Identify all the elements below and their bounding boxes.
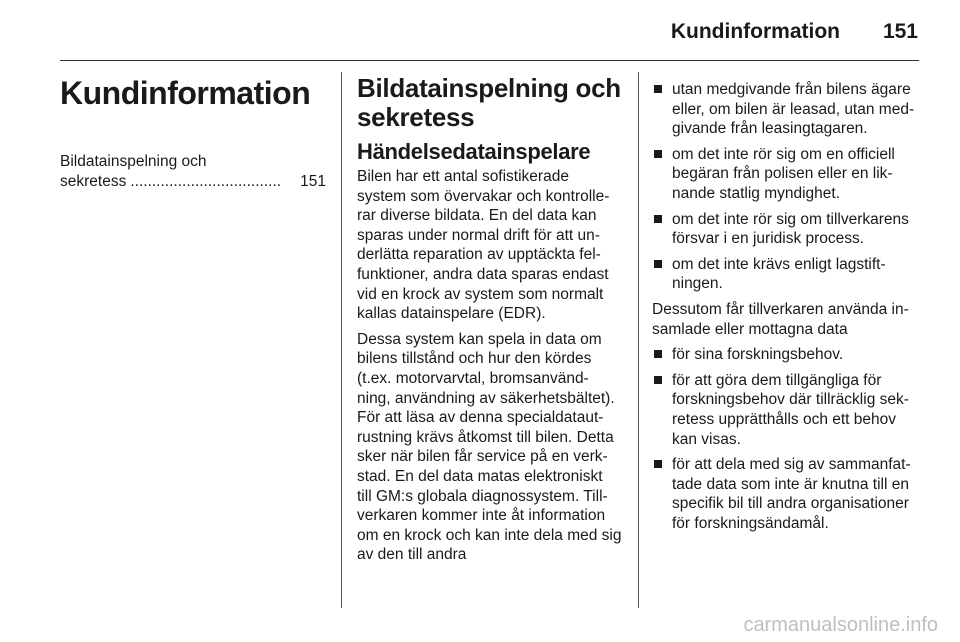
- list-item: [652, 455, 922, 533]
- main-column: [357, 70, 622, 571]
- bullet-list: [652, 345, 922, 533]
- toc-entry-line2: [60, 172, 326, 192]
- list-item-text: om det inte krävs enligt lagstift- ningen.: [672, 255, 886, 293]
- column-divider-left: [341, 72, 342, 608]
- list-item-text: utan medgivande från bilens ägare eller, om bilen är leasad, utan med- givande från leasingtagaren.: [672, 81, 915, 138]
- square-bullet-icon: [654, 350, 662, 358]
- toc-entry-line1: Bildatainspelning och: [60, 153, 207, 170]
- toc-column: [60, 70, 326, 192]
- square-bullet-icon: [654, 260, 662, 268]
- square-bullet-icon: [654, 215, 662, 223]
- square-bullet-icon: [654, 460, 662, 468]
- toc-heading: Kundinformation: [60, 75, 311, 111]
- list-item: [652, 255, 922, 294]
- watermark: carmanualsonline.info: [743, 614, 938, 636]
- column-divider-right: [638, 72, 639, 608]
- toc-entry-label: sekretess: [60, 173, 127, 190]
- list-item-text: för att göra dem tillgängliga för forskningsbehov där tillräcklig sek- retess upprätthålls och ett behov kan visas.: [672, 371, 909, 448]
- list-item: [652, 210, 922, 249]
- toc-entry[interactable]: [60, 152, 326, 192]
- header-title: Kundinformation: [670, 20, 840, 43]
- body-paragraph: Dessutom får tillverkaren använda in- samlade eller mottagna data: [652, 300, 909, 338]
- square-bullet-icon: [654, 376, 662, 384]
- square-bullet-icon: [654, 85, 662, 93]
- list-item-text: om det inte rör sig om en officiell begäran från polisen eller en lik- nande statlig myndighet.: [672, 145, 895, 202]
- toc-entry-page: 151: [300, 173, 326, 190]
- list-item: [652, 345, 922, 365]
- list-item-text: om det inte rör sig om tillverkarens försvar i en juridisk process.: [672, 210, 909, 248]
- bullet-list: [652, 80, 922, 294]
- list-item: [652, 80, 922, 139]
- right-column: [652, 80, 922, 539]
- body-paragraph: Bilen har ett antal sofistikerade system som övervakar och kontrolle- rar diverse bildata. En del data kan sparas under normal drift för att un- derlätta reparation av upptäckta fel- funktioner, andra data sparas endast vid en krock av system som normalt kallas datainspelare (EDR).: [357, 168, 610, 323]
- header-divider: [60, 60, 919, 61]
- list-item-text: för sina forskningsbehov.: [672, 346, 844, 364]
- body-paragraph: Dessa system kan spela in data om bilens tillstånd och hur den kördes (t.ex. motorvarvtal, bromsanvänd- ning, användning av säkerhetsbältet). För att läsa av denna specialdataut- rustning krävs åtkomst till bilen. Detta sker när bilen får service på en verk- stad. En del data matas elektroniskt till GM:s globala diagnossystem. Till- verkaren kommer inte åt information om en krock och kan inte dela med sig av den till andra: [357, 330, 622, 564]
- list-item: [652, 371, 922, 449]
- page-number: 151: [882, 20, 918, 43]
- square-bullet-icon: [654, 150, 662, 158]
- toc-leader-dots: ...................................: [130, 173, 282, 190]
- list-item: [652, 145, 922, 204]
- section-heading: Bildatainspelning och sekretess: [357, 73, 621, 132]
- list-item-text: för att dela med sig av sammanfat- tade data som inte är knutna till en specifik bil till andra organisationer för forskningsändamål.: [672, 456, 911, 532]
- subsection-heading: Händelsedatainspelare: [357, 139, 591, 164]
